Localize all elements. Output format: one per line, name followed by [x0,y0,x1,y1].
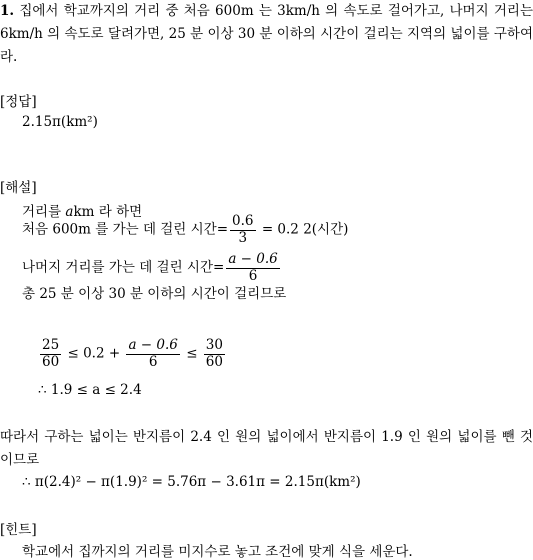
fraction-25-over-60: $\frac{25}{60}$ [42,337,60,370]
problem-text [0,0,533,69]
fraction-a-minus-0.6-over-6-ineq: $\frac{a - 0.6}{6}$ [128,337,178,370]
fraction-0.6-over-3: $\frac{0.6}{3}$ [232,213,254,246]
answer-value: 2.15π(km²) [22,114,98,130]
problem-body: 집에서 학교까지의 거리 중 처음 600m 는 3km/h 의 속도로 걸어가고, 나머지 거리는 6km/h 의 속도로 달려가면, 25 분 이상 30 분 이하의 시간이 걸리는 지역의 넓이를 구하여라. [0,3,533,65]
final-calculation: ∴ π(2.4)² − π(1.9)² = 5.76π − 3.61π = 2.15π(km²) [22,474,361,490]
fraction-30-over-60: $\frac{30}{60}$ [205,337,223,370]
answer-label: [정답] [0,94,37,110]
solution-line-3: 나머지 거리를 가는 데 걸린 시간= $\frac{a - 0.6}{6}$ [22,251,278,284]
solution-line-4: 총 25 분 이상 30 분 이하의 시간이 걸리므로 [22,286,287,302]
solution-label: [해설] [0,180,37,196]
solution-line-2: 처음 600m 를 가는 데 걸린 시간= $\frac{0.6}{3}$ = 0.2 2(시간) [22,213,349,246]
solution-paragraph: 따라서 구하는 넓이는 반지름이 2.4 인 원의 넓이에서 반지름이 1.9 인 원의 넓이를 뺀 것이므로 [0,429,533,468]
solution-line-1: 거리를 akm 라 하면 [22,204,143,220]
hint-text: 학교에서 집까지의 거리를 미지수로 놓고 조건에 맞게 식을 세운다. [22,544,413,560]
inequality: $\frac{25}{60}$ ≤ 0.2 + $\frac{a - 0.6}{6}$ ≤ $\frac{30}{60}$ [42,337,223,370]
problem-number: 1. [0,3,15,19]
hint-label: [힌트] [0,522,37,538]
fraction-a-minus-0.6-over-6: $\frac{a - 0.6}{6}$ [228,251,278,284]
inequality-result: ∴ 1.9 ≤ a ≤ 2.4 [38,382,142,398]
